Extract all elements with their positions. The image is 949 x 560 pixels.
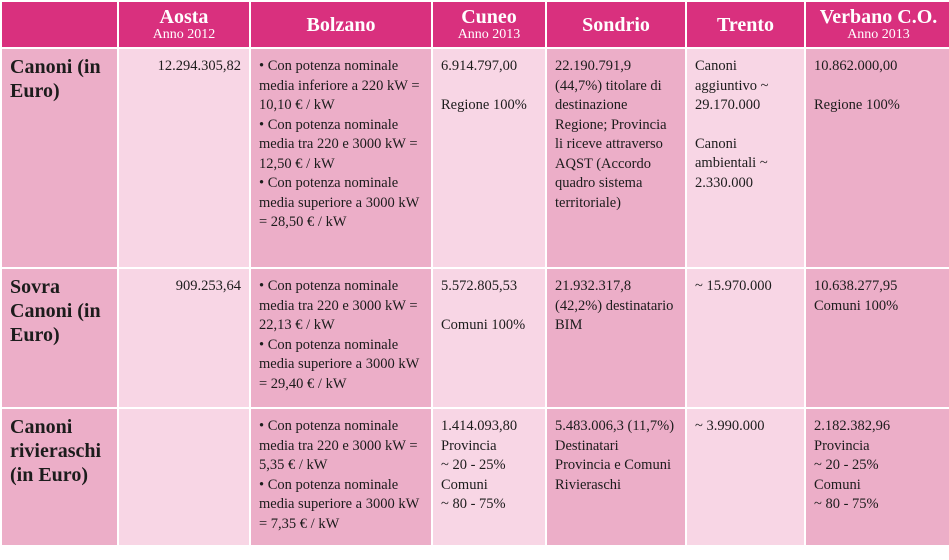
cell-line: 2.182.382,96 bbox=[814, 418, 891, 434]
list-item: • Con potenza nominale media superiore a 3000 kW = 28,50 € / kW bbox=[259, 175, 419, 230]
cell-line: Regione 100% bbox=[814, 96, 900, 113]
cell-line: Comuni bbox=[814, 476, 861, 493]
cell-line: Comuni 100% bbox=[814, 297, 899, 314]
cell-line: ~ 15.970.000 bbox=[695, 278, 772, 294]
cell-sondrio bbox=[547, 409, 685, 545]
cell-line: Regione 100% bbox=[441, 96, 527, 113]
cell-cuneo bbox=[433, 49, 545, 267]
cell-line: ~ 80 - 75% bbox=[814, 496, 879, 512]
cell-line: Comuni bbox=[441, 476, 488, 493]
cell-verbano bbox=[806, 269, 949, 407]
table-row bbox=[2, 409, 949, 545]
cell-line: 6.914.797,00 bbox=[441, 58, 518, 74]
header-aosta: Aosta Anno 2012 bbox=[119, 2, 249, 47]
cell-trento bbox=[687, 409, 804, 545]
list-item: • Con potenza nominale media tra 220 e 3000 kW = 5,35 € / kW bbox=[259, 418, 418, 473]
cell-gap bbox=[441, 77, 537, 96]
cell-bolzano bbox=[251, 49, 431, 267]
list-item: • Con potenza nominale media superiore a 3000 kW = 29,40 € / kW bbox=[259, 336, 419, 392]
table-row bbox=[2, 49, 949, 267]
cell-verbano bbox=[806, 409, 949, 545]
cell-line: ~ 20 - 25% bbox=[814, 457, 879, 473]
cell-line: 5.483.006,3 (11,7%) Destinatari Provincia e Comuni Rivieraschi bbox=[555, 418, 675, 493]
list-item: • Con potenza nominale media inferiore a 220 kW = 10,10 € / kW bbox=[259, 58, 420, 113]
cell-gap bbox=[441, 297, 537, 316]
cell-aosta: 909.253,64 bbox=[119, 269, 249, 407]
cell-bolzano bbox=[251, 409, 431, 545]
cell-trento bbox=[687, 269, 804, 407]
header-verbano: Verbano C.O. Anno 2013 bbox=[806, 2, 949, 47]
cell-line: ~ 3.990.000 bbox=[695, 418, 765, 434]
cell-gap bbox=[814, 77, 943, 96]
cell-bolzano bbox=[251, 269, 431, 407]
cell-verbano bbox=[806, 49, 949, 267]
header-row bbox=[2, 2, 949, 47]
cell-line: Comuni 100% bbox=[441, 316, 526, 333]
header-sondrio: Sondrio bbox=[547, 2, 685, 47]
cell-cuneo bbox=[433, 269, 545, 407]
cell-line: Provincia bbox=[441, 437, 497, 454]
cell-line: 5.572.805,53 bbox=[441, 278, 518, 294]
cell-line: 10.638.277,95 bbox=[814, 278, 898, 294]
list-item: • Con potenza nominale media tra 220 e 3000 kW = 22,13 € / kW bbox=[259, 278, 418, 333]
header-bolzano: Bolzano bbox=[251, 2, 431, 47]
cell-aosta bbox=[119, 409, 249, 545]
header-empty bbox=[2, 2, 117, 47]
row-label-canoni-rivieraschi: Canoni rivieraschi (in Euro) bbox=[2, 409, 117, 545]
header-cuneo: Cuneo Anno 2013 bbox=[433, 2, 545, 47]
cell-line: Provincia bbox=[814, 437, 870, 454]
cell-sondrio bbox=[547, 49, 685, 267]
table-row bbox=[2, 269, 949, 407]
cell-sondrio bbox=[547, 269, 685, 407]
row-label-sovra-canoni: Sovra Canoni (in Euro) bbox=[2, 269, 117, 407]
cell-line: 1.414.093,80 bbox=[441, 418, 518, 434]
cell-line: 21.932.317,8 (42,2%) destinatario BIM bbox=[555, 278, 674, 333]
cell-aosta: 12.294.305,82 bbox=[119, 49, 249, 267]
cell-line: 22.190.791,9 (44,7%) titolare di destinazione Regione; Provincia li riceve attraverso AQST (Accordo quadro sistema territoriale) bbox=[555, 58, 667, 211]
cell-line: Canoni ambientali ~ 2.330.000 bbox=[695, 135, 768, 191]
header-trento: Trento bbox=[687, 2, 804, 47]
list-item: • Con potenza nominale media tra 220 e 3000 kW = 12,50 € / kW bbox=[259, 116, 418, 172]
cell-line: ~ 80 - 75% bbox=[441, 496, 506, 512]
list-item: • Con potenza nominale media superiore a 3000 kW = 7,35 € / kW bbox=[259, 476, 419, 532]
cell-line: Canoni aggiuntivo ~ 29.170.000 bbox=[695, 58, 769, 113]
cell-line: ~ 20 - 25% bbox=[441, 457, 506, 473]
cell-line: 10.862.000,00 bbox=[814, 58, 898, 74]
cell-cuneo bbox=[433, 409, 545, 545]
cell-trento bbox=[687, 49, 804, 267]
row-label-canoni: Canoni (in Euro) bbox=[2, 49, 117, 267]
cell-gap bbox=[695, 116, 796, 135]
